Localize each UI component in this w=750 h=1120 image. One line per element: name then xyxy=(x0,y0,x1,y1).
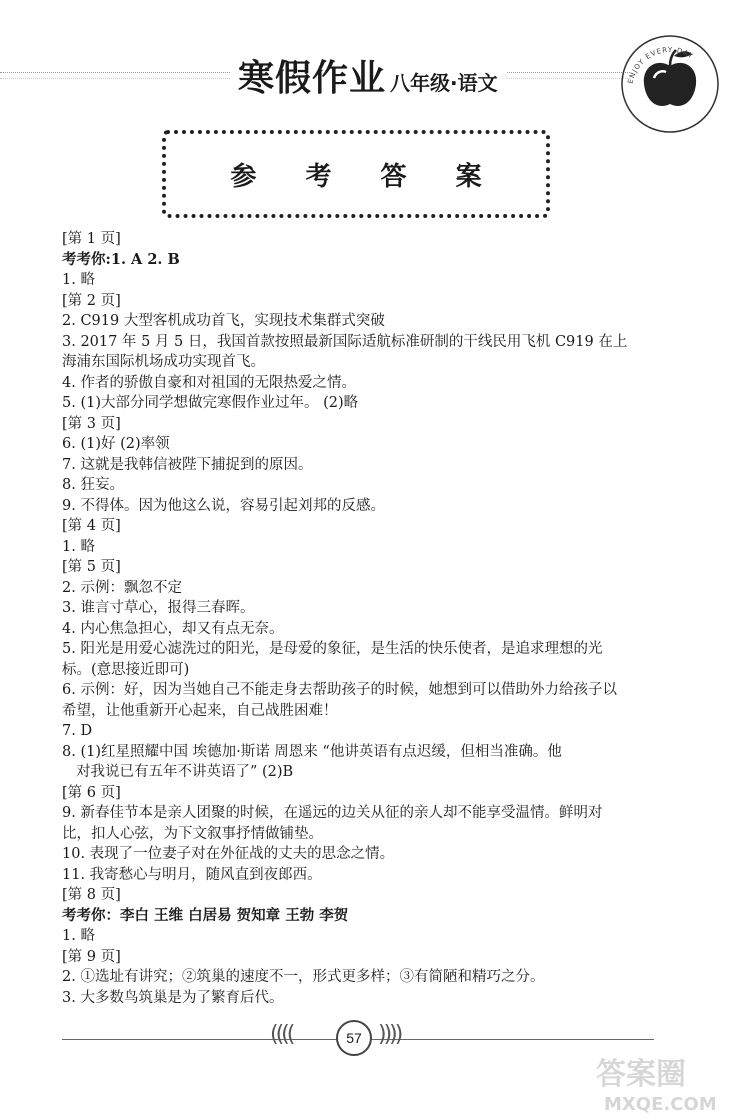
footer-ornament-left-icon: (((( xyxy=(270,1022,293,1047)
answer-line: 8. (1)红星照耀中国 埃德加·斯诺 周恩来 “他讲英语有点迟缓，但相当准确。他 xyxy=(62,743,562,760)
page-number: 57 xyxy=(336,1020,372,1056)
answer-line: 标。(意思接近即可) xyxy=(62,661,190,678)
answer-line: 5. (1)大部分同学想做完寒假作业过年。 (2)略 xyxy=(62,395,359,411)
page-section-label: [第 2 页] xyxy=(62,292,121,309)
watermark-logo xyxy=(590,1050,740,1116)
answer-line: 3. 谁言寸草心，报得三春晖。 xyxy=(62,600,255,616)
answer-line: 1. 略 xyxy=(62,928,95,944)
answer-line: 9. 不得体。因为他这么说，容易引起刘邦的反感。 xyxy=(62,497,385,514)
answer-line: 希望，让他重新开心起来，自己战胜困难！ xyxy=(62,702,338,719)
answer-line: 10. 表现了一位妻子对在外征战的丈夫的思念之情。 xyxy=(62,846,395,862)
answer-line: 考考你：李白 王维 白居易 贺知章 王勃 李贺 xyxy=(62,906,349,924)
answer-key-title: 参 考 答 案 xyxy=(230,161,502,192)
answer-line: 5. 阳光是用爱心滤洗过的阳光，是母爱的象征，是生活的快乐使者，是追求理想的光 xyxy=(62,641,603,657)
footer-ornament-right-icon: )))) xyxy=(378,1022,401,1047)
page-header xyxy=(0,0,750,130)
page-section-label: [第 9 页] xyxy=(62,948,121,965)
book-title-main: 寒假作业 xyxy=(238,58,387,99)
answer-line: 6. (1)好 (2)率领 xyxy=(62,436,170,452)
answer-line: 4. 作者的骄傲自豪和对祖国的无限热爱之情。 xyxy=(62,374,356,391)
answer-line: 7. 这就是我韩信被陛下捕捉到的原因。 xyxy=(62,456,313,473)
answer-line: 9. 新春佳节本是亲人团聚的时候，在遥远的边关从征的亲人却不能享受温情。鲜明对 xyxy=(62,805,603,821)
answer-line: 比，扣人心弦，为下文叙事抒情做铺垫。 xyxy=(62,825,323,842)
answer-line: 3. 大多数鸟筑巢是为了繁育后代。 xyxy=(62,989,284,1006)
page-section-label: [第 8 页] xyxy=(62,887,121,903)
book-title-subtitle: 八年级·语文 xyxy=(390,71,498,95)
answer-line: 对我说已有五年不讲英语了” (2)B xyxy=(76,764,294,780)
watermark-bottom-text: MXQE.COM xyxy=(604,1094,717,1115)
page-section-label: [第 6 页] xyxy=(62,784,121,801)
page-section-label: [第 4 页] xyxy=(62,518,121,534)
answer-line: 8. 狂妄。 xyxy=(62,477,124,493)
answer-line: 海浦东国际机场成功实现首飞。 xyxy=(62,354,265,370)
answer-line: 2. 示例：飘忽不定 xyxy=(62,579,182,596)
book-title xyxy=(230,50,506,101)
answer-content xyxy=(62,229,698,1008)
answer-line: 考考你:1. A 2. B xyxy=(62,250,180,268)
answer-line: 3. 2017 年 5 月 5 日，我国首款按照最新国际适航标准研制的干线民用飞机 C919 在上 xyxy=(62,333,628,350)
page-section-label: [第 1 页] xyxy=(62,231,121,247)
page-section-label: [第 5 页] xyxy=(62,559,121,575)
answer-line: 2. ①选址有讲究；②筑巢的速度不一，形式更多样；③有简陋和精巧之分。 xyxy=(62,969,545,985)
logo-ring-text: ENJOY EVERY DAY xyxy=(626,45,695,85)
answer-line: 4. 内心焦急担心，却又有点无奈。 xyxy=(62,620,284,637)
page-section-label: [第 3 页] xyxy=(62,415,121,432)
watermark-top-text: 答案圈 xyxy=(596,1057,686,1092)
apple-logo-icon xyxy=(618,32,722,136)
answer-line: 1. 略 xyxy=(62,538,95,555)
answer-line: 7. D xyxy=(62,723,93,739)
answer-line: 11. 我寄愁心与明月，随风直到夜郎西。 xyxy=(62,866,322,883)
answer-line: 6. 示例：好，因为当她自己不能走身去帮助孩子的时候，她想到可以借助外力给孩子以 xyxy=(62,682,617,698)
answer-line: 2. C919 大型客机成功首飞，实现技术集群式突破 xyxy=(62,313,385,329)
answer-line: 1. 略 xyxy=(62,272,95,288)
answer-key-title-box xyxy=(162,130,550,218)
